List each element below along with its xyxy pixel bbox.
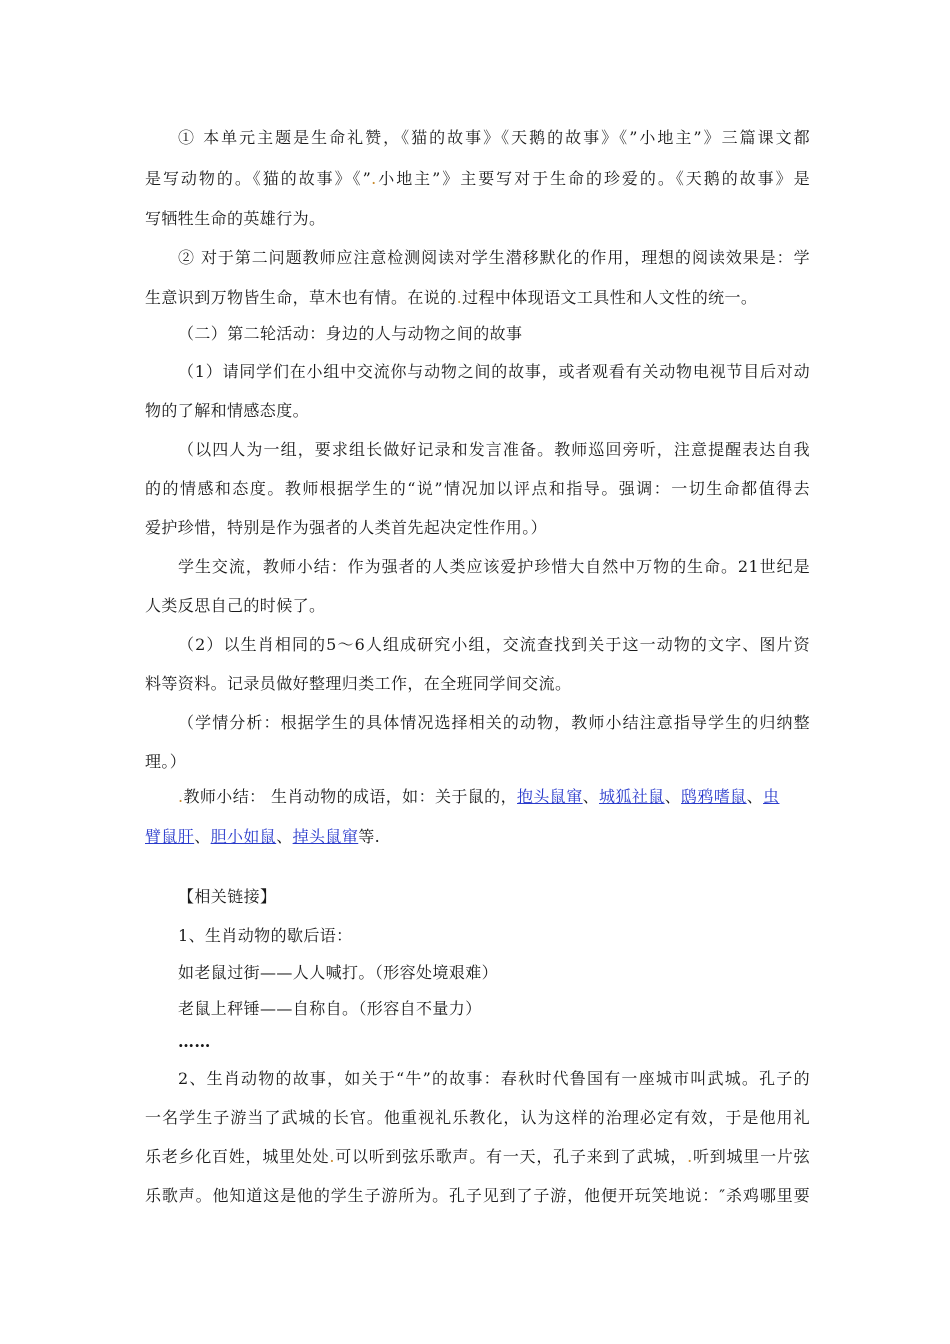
separator: 、 [194,827,211,846]
separator: 、 [664,787,682,806]
story-line3-c: 听到城里一片弦 [692,1147,810,1166]
idiom-link[interactable]: 臂鼠肝 [145,827,195,846]
proverb-example-1: 如老鼠过街——人人喊打。（形容处境艰难） [178,963,499,982]
para2-line2 [145,287,810,309]
summary2-prefix: 教师小结： 生肖动物的成语，如：关于鼠的， [183,787,517,806]
separator: 、 [746,787,764,806]
idiom-link[interactable]: 掉头鼠窜 [292,827,359,846]
proverb-example-2: 老鼠上秤锤——自称自。（形容自不量力） [178,999,482,1018]
para2-line2-a: 生意识到万物皆生命，草木也有情。在说的 [145,288,457,307]
note1-line3: 爱护珍惜，特别是作为强者的人类首先起决定性作用。） [145,518,548,537]
related-item1-title: 1、生肖动物的歇后语： [178,926,353,945]
note2-line1: （学情分析：根据学生的具体情况选择相关的动物，教师小结注意指导学生的归纳整 [178,713,810,732]
summary1-line1: 学生交流，教师小结：作为强者的人类应该爱护珍惜大自然中万物的生命。21世纪是 [178,557,810,576]
question2-line2: 料等资料。记录员做好整理归类工作，在全班同学间交流。 [145,674,572,693]
note2-line2: 理。） [145,752,187,771]
note1-line2: 的的情感和态度。教师根据学生的“说”情况加以评点和指导。强调：一切生命都值得去 [145,479,810,498]
related-links-title: 【相关链接】 [178,887,277,906]
idiom-link[interactable]: 鸱鸦嗜鼠 [681,787,747,806]
question1-line2: 物的了解和情感态度。 [145,401,310,420]
para1-line2 [145,168,810,190]
idiom-link[interactable]: 城狐社鼠 [599,787,665,806]
para1-line1: ① 本单元主题是生命礼赞，《猫的故事》《天鹅的故事》《”小地主”》三篇课文都 [178,128,810,147]
summary2-line1 [178,786,810,808]
summary1-line2: 人类反思自己的时候了。 [145,596,326,615]
ellipsis: …… [178,1032,211,1051]
idiom-link[interactable]: 虫 [763,787,780,806]
story-line4: 乐歌声。他知道这是他的学生子游所为。孔子见到了子游，他便开玩笑地说：″杀鸡哪里要 [145,1186,810,1205]
separator: 、 [582,787,600,806]
story-line1: 2、生肖动物的故事，如关于“牛”的故事：春秋时代鲁国有一座城市叫武城。孔子的 [178,1069,810,1088]
marker-dot: . [456,288,463,307]
note1-line1: （以四人为一组，要求组长做好记录和发言准备。教师巡回旁听，注意提醒表达自我 [178,440,810,459]
separator: 、 [276,827,293,846]
summary2-line2 [145,826,810,848]
section-heading: （二）第二轮活动：身边的人与动物之间的故事 [178,324,523,343]
story-line3 [145,1146,810,1168]
idiom-link[interactable]: 胆小如鼠 [210,827,277,846]
marker-dot: . [371,169,377,188]
summary2-suffix: 等. [358,827,381,846]
para1-line2-b: 小地主”》主要写对于生命的珍爱的。《天鹅的故事》是 [376,169,811,188]
story-line3-b: 可以听到弦乐歌声。有一天，孔子来到了武城， [334,1147,688,1166]
para1-line2-a: 是写动物的。《猫的故事》《” [145,169,372,188]
story-line3-a: 乐老乡化百姓，城里处处 [145,1147,330,1166]
story-line2: 一名学生子游当了武城的长官。他重视礼乐教化，认为这样的治理必定有效，于是他用礼 [145,1108,810,1127]
question1-line1: （1）请同学们在小组中交流你与动物之间的故事，或者观看有关动物电视节目后对动 [178,362,810,381]
para1-line3: 写牺牲生命的英雄行为。 [145,209,326,228]
marker-dot: . [178,787,184,806]
para2-line2-b: 过程中体现语文工具性和人文性的统一。 [462,288,758,307]
idiom-link[interactable]: 抱头鼠窜 [517,787,583,806]
marker-dot: . [687,1147,693,1166]
question2-line1: （2）以生肖相同的5～6人组成研究小组，交流查找到关于这一动物的文字、图片资 [178,635,810,654]
marker-dot: . [329,1147,335,1166]
para2-line1: ② 对于第二问题教师应注意检测阅读对学生潜移默化的作用，理想的阅读效果是：学 [178,248,810,267]
